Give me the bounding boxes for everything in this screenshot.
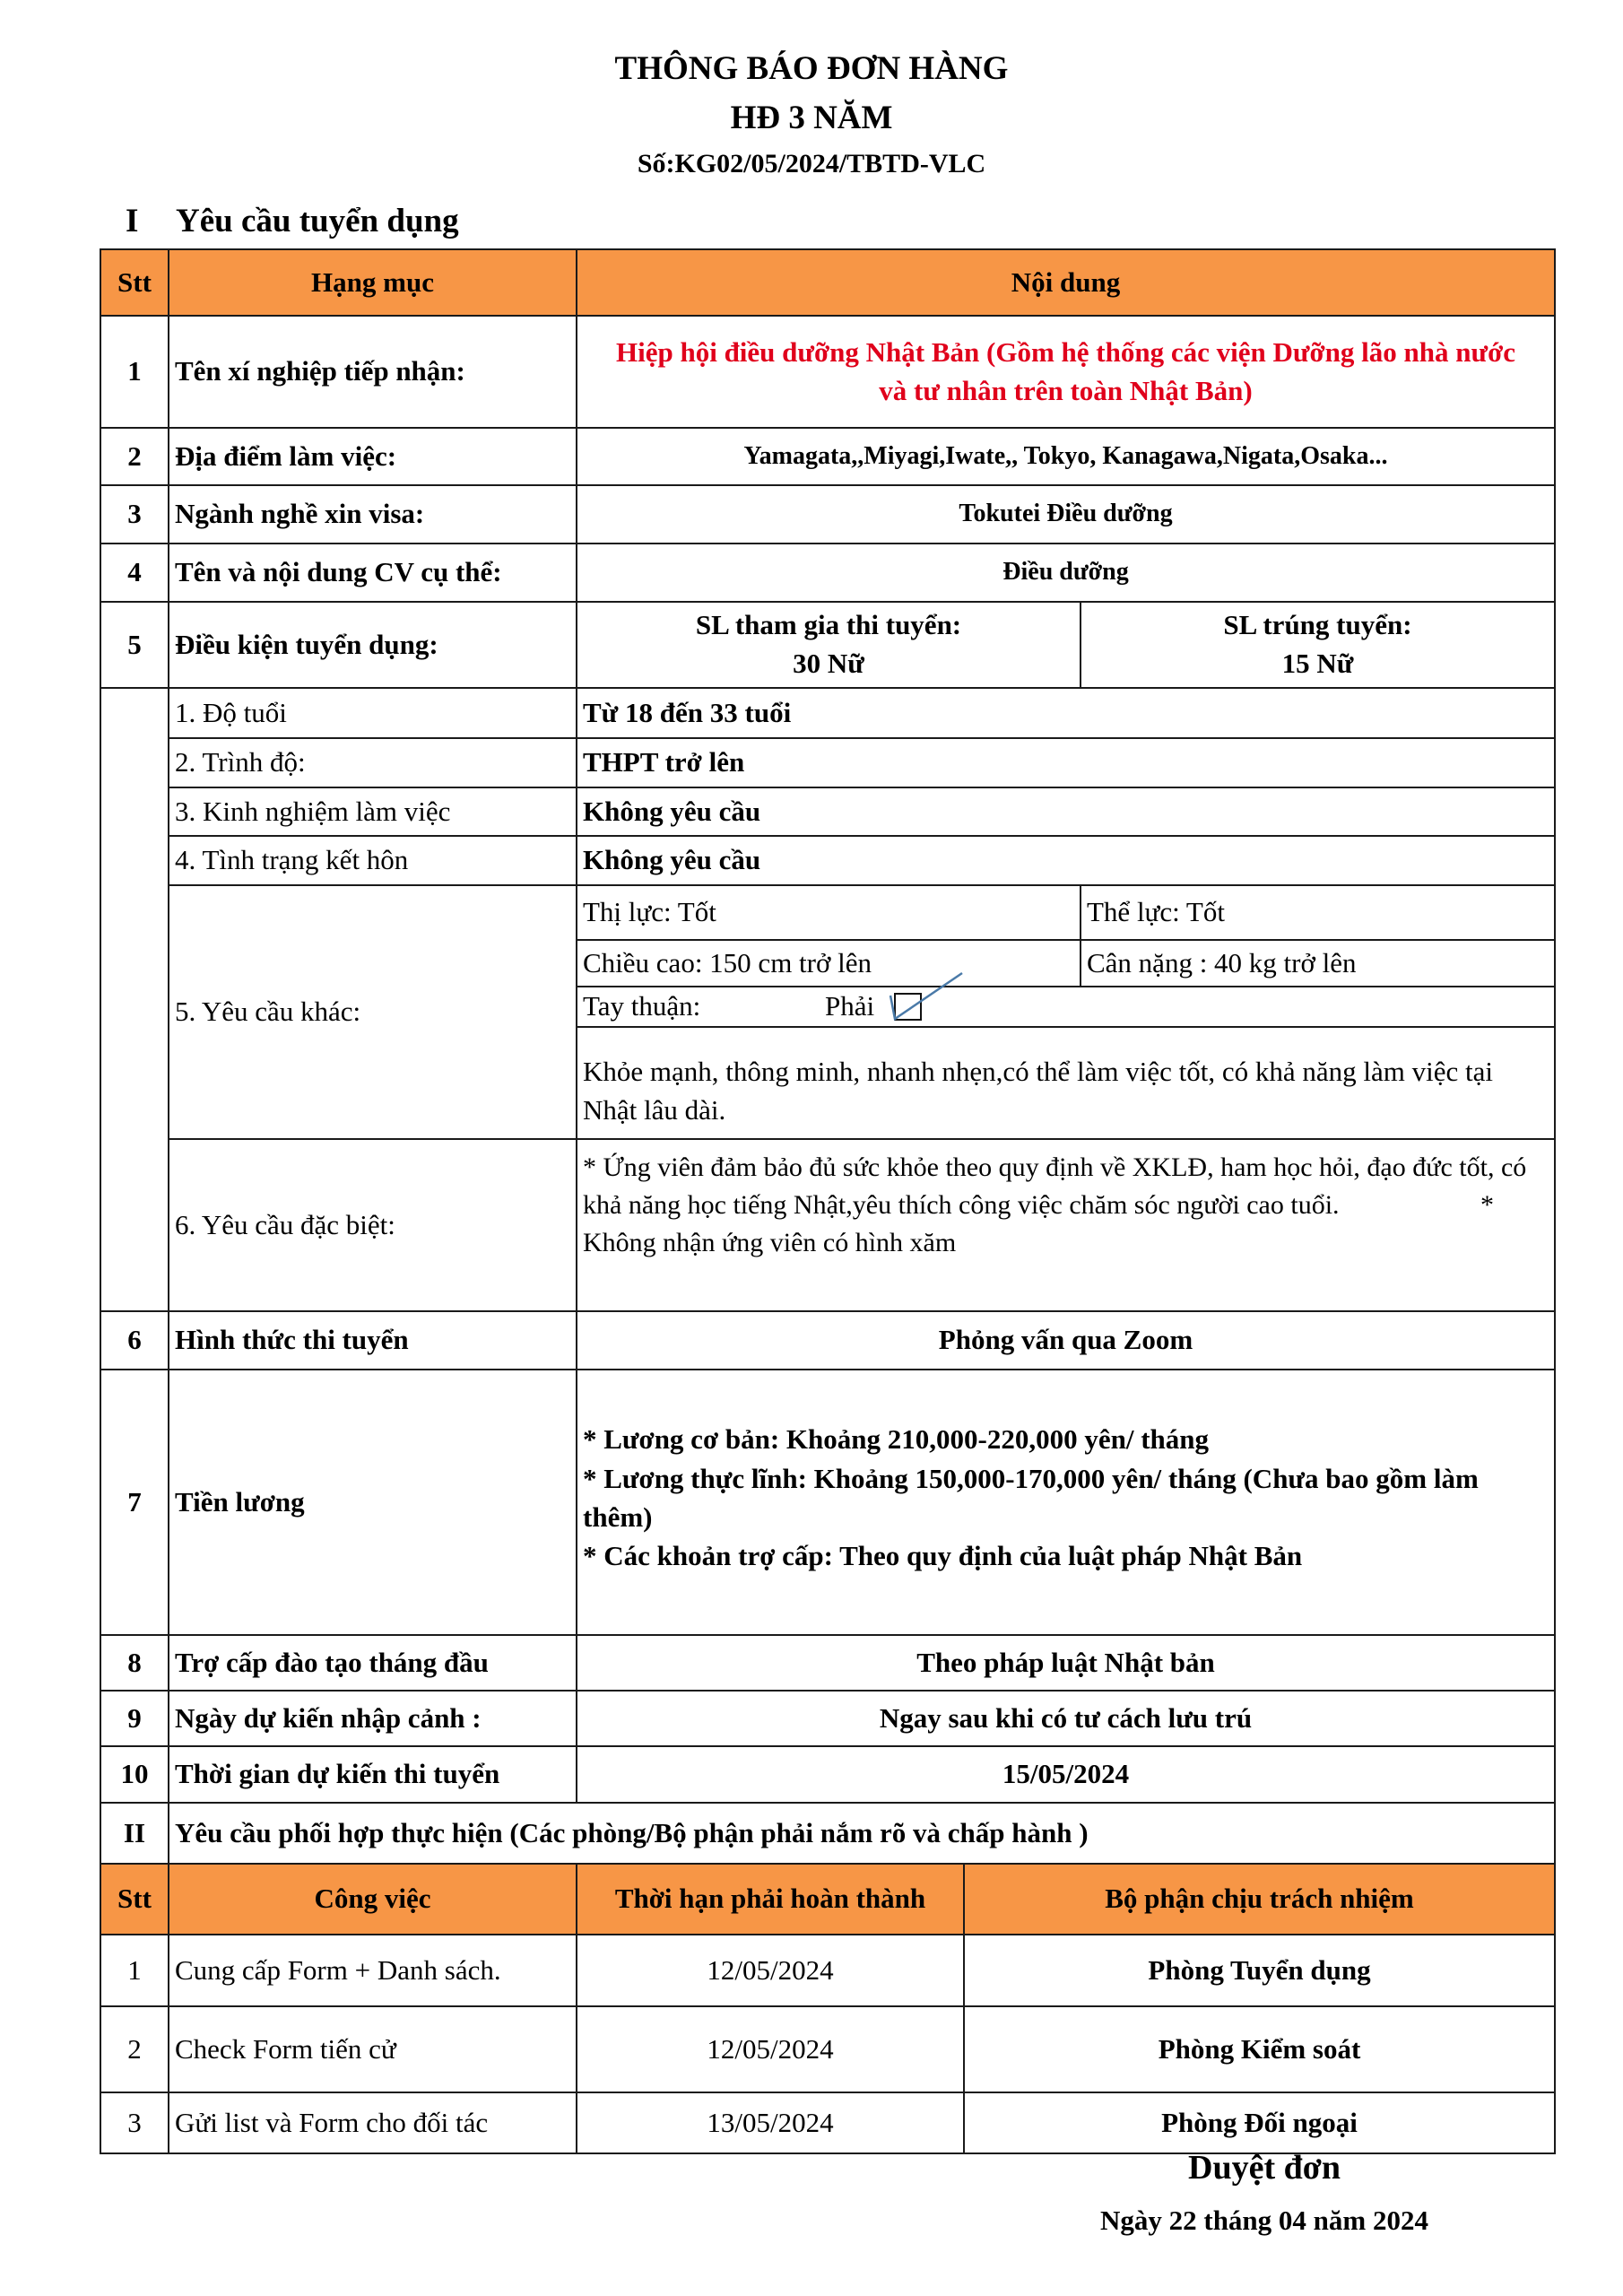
row-1-item: Tên xí nghiệp tiếp nhận: xyxy=(168,315,577,429)
task-col-header-stt: Stt xyxy=(100,1863,169,1935)
row-4-stt: 4 xyxy=(100,543,169,603)
selected-label: SL trúng tuyển: xyxy=(1223,609,1412,641)
task-row-1-dept: Phòng Tuyển dụng xyxy=(963,1934,1556,2007)
other-requirements-text: Khỏe mạnh, thông minh, nhanh nhẹn,có thể làm việc tốt, có khả năng làm việc tại Nhật lâu dài. xyxy=(576,1026,1556,1140)
task-row-2-dept: Phòng Kiểm soát xyxy=(963,2005,1556,2093)
row-10-content: 15/05/2024 xyxy=(576,1745,1556,1804)
col-header-content: Nội dung xyxy=(576,248,1556,317)
row-9-item: Ngày dự kiến nhập cảnh : xyxy=(168,1690,577,1747)
education-value: THPT trở lên xyxy=(576,737,1556,788)
participants-value: 30 Nữ xyxy=(793,648,864,679)
experience-value: Không yêu cầu xyxy=(576,787,1556,837)
row-3-item: Ngành nghề xin visa: xyxy=(168,484,577,544)
section-1-number: I xyxy=(126,203,139,239)
row-8-stt: 8 xyxy=(100,1634,169,1692)
row-9-stt: 9 xyxy=(100,1690,169,1747)
row-8-content: Theo pháp luật Nhật bản xyxy=(576,1634,1556,1692)
document-number: Số:KG02/05/2024/TBTD-VLC xyxy=(637,149,986,178)
participants-label: SL tham gia thi tuyển: xyxy=(695,609,962,641)
handedness-cell xyxy=(576,986,1556,1028)
task-row-2-task: Check Form tiến cử xyxy=(168,2005,577,2093)
vision-cell: Thị lực: Tốt xyxy=(576,884,1081,941)
salary-cell xyxy=(576,1369,1556,1636)
row-6-item: Hình thức thi tuyển xyxy=(168,1310,577,1370)
row-2-item: Địa điểm làm việc: xyxy=(168,427,577,486)
row-1-content: Hiệp hội điều dưỡng Nhật Bản (Gồm hệ thống các viện Dưỡng lão nhà nước và tư nhân trên toàn Nhật Bản) xyxy=(576,315,1556,429)
row-6-stt: 6 xyxy=(100,1310,169,1370)
education-label: 2. Trình độ: xyxy=(168,737,577,788)
col-header-item: Hạng mục xyxy=(168,248,577,317)
check-mark-icon xyxy=(883,969,973,1031)
row-2-content: Yamagata,,Miyagi,Iwate,, Tokyo, Kanagawa,Nigata,Osaka... xyxy=(576,427,1556,486)
row-8-item: Trợ cấp đào tạo tháng đầu xyxy=(168,1634,577,1692)
row-3-stt: 3 xyxy=(100,484,169,544)
salary-allowances: * Các khoản trợ cấp: Theo quy định của luật pháp Nhật Bản xyxy=(583,1540,1303,1572)
task-row-3-deadline: 13/05/2024 xyxy=(576,2092,965,2154)
fitness-cell: Thể lực: Tốt xyxy=(1080,884,1556,941)
participants-cell xyxy=(576,601,1081,689)
row-3-content: Tokutei Điều dưỡng xyxy=(576,484,1556,544)
height-cell: Chiều cao: 150 cm trở lên xyxy=(576,939,1081,987)
approval-date: Ngày 22 tháng 04 năm 2024 xyxy=(1099,2205,1428,2236)
row-4-item: Tên và nội dung CV cụ thể: xyxy=(168,543,577,603)
task-row-1-task: Cung cấp Form + Danh sách. xyxy=(168,1934,577,2007)
section-2-title: Yêu cầu phối hợp thực hiện (Các phòng/Bộ phận phải nắm rõ và chấp hành ) xyxy=(168,1802,1556,1865)
task-row-3-dept: Phòng Đối ngoại xyxy=(963,2092,1556,2154)
row-1-stt: 1 xyxy=(100,315,169,429)
section-1-title: Yêu cầu tuyển dụng xyxy=(176,203,459,239)
handedness-label: Tay thuận: xyxy=(583,990,701,1022)
row-7-item: Tiền lương xyxy=(168,1369,577,1636)
task-row-2-stt: 2 xyxy=(100,2005,169,2093)
row-2-stt: 2 xyxy=(100,427,169,486)
row-10-stt: 10 xyxy=(100,1745,169,1804)
task-col-header-task: Công việc xyxy=(168,1863,577,1935)
task-row-3-stt: 3 xyxy=(100,2092,169,2154)
handedness-value: Phải xyxy=(825,990,875,1022)
special-requirements-text-2: * Không nhận ứng viên có hình xăm xyxy=(583,1190,1495,1257)
weight-cell: Cân nặng : 40 kg trở lên xyxy=(1080,939,1556,987)
row-9-content: Ngay sau khi có tư cách lưu trú xyxy=(576,1690,1556,1747)
col-header-stt: Stt xyxy=(100,248,169,317)
row-7-stt: 7 xyxy=(100,1369,169,1636)
special-requirements-label: 6. Yêu cầu đặc biệt: xyxy=(168,1138,577,1312)
task-col-header-deadline: Thời hạn phải hoàn thành xyxy=(576,1863,965,1935)
row-5-item: Điều kiện tuyển dụng: xyxy=(168,601,577,689)
experience-label: 3. Kinh nghiệm làm việc xyxy=(168,787,577,837)
approval-heading: Duyệt đơn xyxy=(1188,2149,1341,2187)
task-row-1-deadline: 12/05/2024 xyxy=(576,1934,965,2007)
row-10-item: Thời gian dự kiến thi tuyển xyxy=(168,1745,577,1804)
salary-basic: * Lương cơ bản: Khoảng 210,000-220,000 yên/ tháng xyxy=(583,1423,1209,1456)
other-requirements-label: 5. Yêu cầu khác: xyxy=(168,884,577,1140)
section-2-number: II xyxy=(100,1802,169,1865)
selected-value: 15 Nữ xyxy=(1281,648,1354,679)
task-row-1-stt: 1 xyxy=(100,1934,169,2007)
marital-value: Không yêu cầu xyxy=(576,835,1556,886)
age-label: 1. Độ tuổi xyxy=(168,687,577,739)
task-row-2-deadline: 12/05/2024 xyxy=(576,2005,965,2093)
row-4-content: Điều dưỡng xyxy=(576,543,1556,603)
selected-cell xyxy=(1080,601,1556,689)
row-5-stt: 5 xyxy=(100,601,169,689)
task-col-header-dept: Bộ phận chịu trách nhiệm xyxy=(963,1863,1556,1935)
document-title: THÔNG BÁO ĐƠN HÀNG xyxy=(614,50,1009,87)
section-1-heading xyxy=(126,202,459,240)
task-row-3-task: Gửi list và Form cho đối tác xyxy=(168,2092,577,2154)
conditions-stt-blank xyxy=(100,687,169,1312)
special-requirements-text-1: * Ứng viên đảm bảo đủ sức khỏe theo quy định về XKLĐ, ham học hỏi, đạo đức tốt, có khả năng học tiếng Nhật,yêu thích công việc chăm sóc người cao tuổi. xyxy=(583,1152,1527,1220)
special-requirements-cell xyxy=(576,1138,1556,1312)
row-6-content: Phỏng vấn qua Zoom xyxy=(576,1310,1556,1370)
marital-label: 4. Tình trạng kết hôn xyxy=(168,835,577,886)
salary-net: * Lương thực lĩnh: Khoảng 150,000-170,000 yên/ tháng (Chưa bao gồm làm thêm) xyxy=(583,1462,1479,1533)
document-subtitle: HĐ 3 NĂM xyxy=(730,100,893,136)
age-value: Từ 18 đến 33 tuổi xyxy=(576,687,1556,739)
